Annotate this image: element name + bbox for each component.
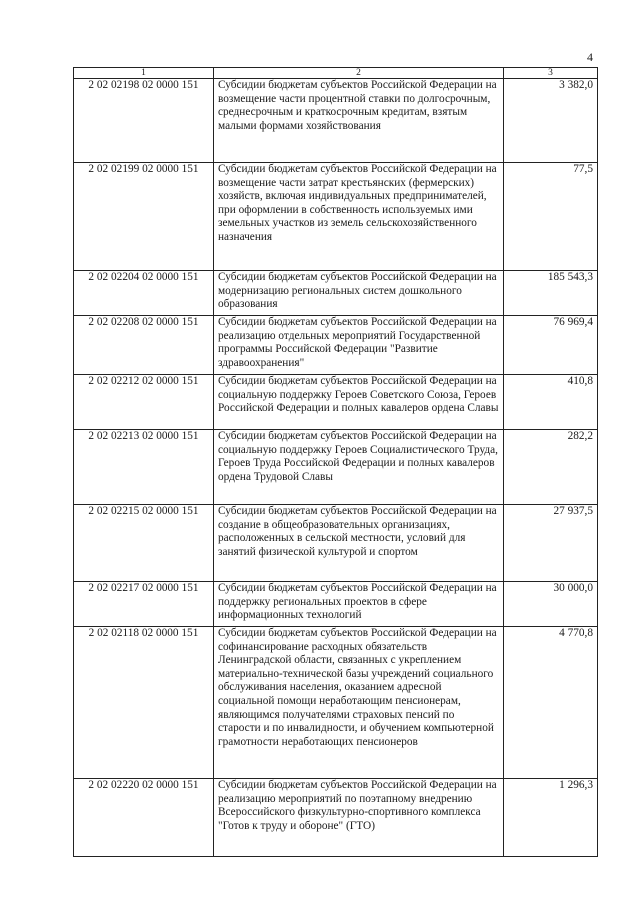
subsidy-amount: 410,8 <box>504 375 598 430</box>
table-row <box>74 316 598 375</box>
budget-code: 2 02 02213 02 0000 151 <box>74 430 214 505</box>
table-row <box>74 582 598 627</box>
column-header-description: 2 <box>214 68 504 79</box>
subsidy-amount: 282,2 <box>504 430 598 505</box>
budget-code: 2 02 02217 02 0000 151 <box>74 582 214 627</box>
subsidy-description: Субсидии бюджетам субъектов Российской Федерации на модернизацию региональных систем дошкольного образования <box>214 271 504 316</box>
budget-code: 2 02 02208 02 0000 151 <box>74 316 214 375</box>
subsidy-amount: 4 770,8 <box>504 627 598 779</box>
subsidy-description: Субсидии бюджетам субъектов Российской Федерации на софинансирование расходных обязательств Ленинградской области, связанных с укреплением материально-технической базы учреждений социального обслуживания населения, оказанием адресной социальной помощи неработающим пенсионерам, являющимся получателями страховых пенсий по старости и по инвалидности, и обучением компьютерной грамотности неработающих пенсионеров <box>214 627 504 779</box>
table-row <box>74 779 598 857</box>
budget-code: 2 02 02199 02 0000 151 <box>74 163 214 271</box>
column-header-amount: 3 <box>504 68 598 79</box>
table-row <box>74 505 598 582</box>
subsidy-amount: 77,5 <box>504 163 598 271</box>
subsidy-amount: 185 543,3 <box>504 271 598 316</box>
table-row <box>74 375 598 430</box>
budget-code: 2 02 02220 02 0000 151 <box>74 779 214 857</box>
subsidy-amount: 1 296,3 <box>504 779 598 857</box>
subsidy-description: Субсидии бюджетам субъектов Российской Федерации на поддержку региональных проектов в сфере информационных технологий <box>214 582 504 627</box>
table-row <box>74 627 598 779</box>
subsidy-amount: 27 937,5 <box>504 505 598 582</box>
table-row <box>74 430 598 505</box>
subsidy-amount: 3 382,0 <box>504 79 598 163</box>
subsidy-description: Субсидии бюджетам субъектов Российской Федерации на реализацию отдельных мероприятий Государственной программы Российской Федерации "Развитие здравоохранения" <box>214 316 504 375</box>
subsidy-amount: 76 969,4 <box>504 316 598 375</box>
subsidy-description: Субсидии бюджетам субъектов Российской Федерации на социальную поддержку Героев Социалистического Труда, Героев Труда Российской Федерации и полных кавалеров ордена Трудовой Славы <box>214 430 504 505</box>
budget-code: 2 02 02204 02 0000 151 <box>74 271 214 316</box>
subsidy-description: Субсидии бюджетам субъектов Российской Федерации на возмещение части процентной ставки по долгосрочным, среднесрочным и краткосрочным кредитам, взятым малыми формами хозяйствования <box>214 79 504 163</box>
table-row <box>74 163 598 271</box>
budget-table <box>73 67 598 857</box>
budget-code: 2 02 02198 02 0000 151 <box>74 79 214 163</box>
table-row <box>74 271 598 316</box>
subsidy-description: Субсидии бюджетам субъектов Российской Федерации на реализацию мероприятий по поэтапному внедрению Всероссийского физкультурно-спортивного комплекса "Готов к труду и обороне" (ГТО) <box>214 779 504 857</box>
subsidy-amount: 30 000,0 <box>504 582 598 627</box>
budget-code: 2 02 02212 02 0000 151 <box>74 375 214 430</box>
column-header-code: 1 <box>74 68 214 79</box>
page-number: 4 <box>587 50 593 64</box>
budget-code: 2 02 02215 02 0000 151 <box>74 505 214 582</box>
table-row <box>74 79 598 163</box>
subsidy-description: Субсидии бюджетам субъектов Российской Федерации на социальную поддержку Героев Советского Союза, Героев Российской Федерации и полных кавалеров ордена Славы <box>214 375 504 430</box>
subsidy-description: Субсидии бюджетам субъектов Российской Федерации на возмещение части затрат крестьянских (фермерских) хозяйств, включая индивидуальных предпринимателей, при оформлении в собственность используемых ими земельных участков из земель сельскохозяйственного назначения <box>214 163 504 271</box>
subsidy-description: Субсидии бюджетам субъектов Российской Федерации на создание в общеобразовательных организациях, расположенных в сельской местности, условий для занятий физической культурой и спортом <box>214 505 504 582</box>
budget-code: 2 02 02118 02 0000 151 <box>74 627 214 779</box>
table-header-row <box>74 68 598 79</box>
